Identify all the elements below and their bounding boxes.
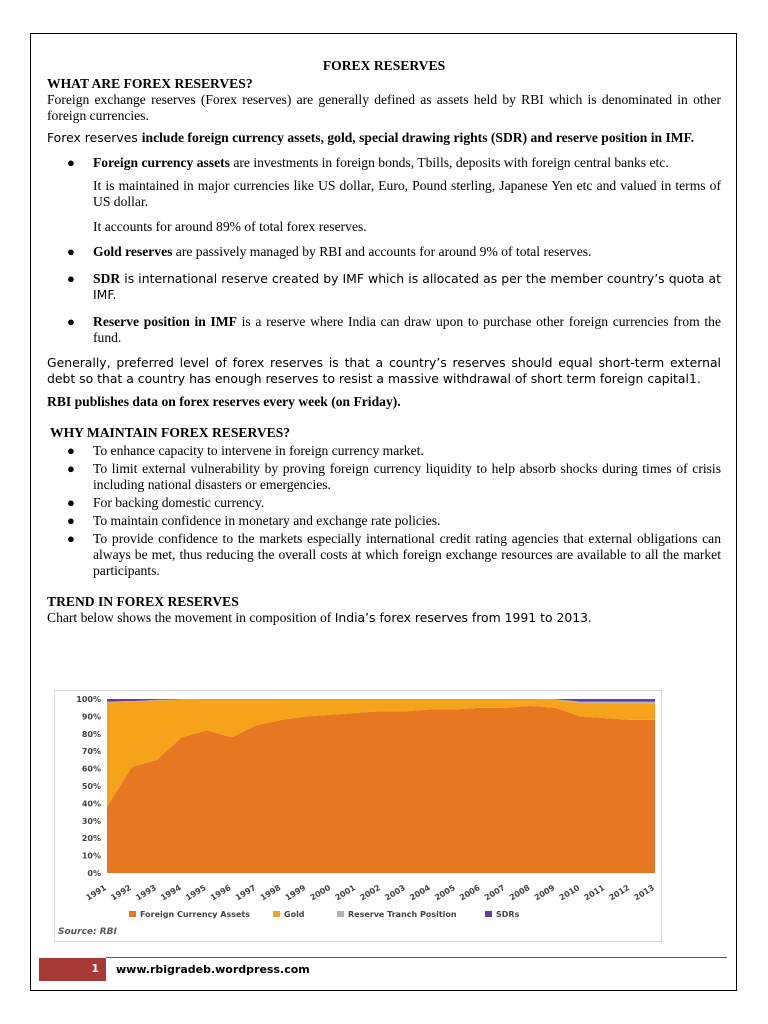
list-item — [47, 531, 721, 579]
x-tick-label: 2013 — [632, 883, 657, 903]
x-tick-label: 2001 — [333, 883, 358, 903]
item-text: To provide confidence to the markets especially international credit rating agencies that external obligations can always be met, thus reducing the overall costs at which foreign exchange resources are available to all the market participants. — [93, 531, 721, 578]
item-text: For backing domestic currency. — [93, 495, 265, 510]
item-text: is international reserve created by IMF which is allocated as per the member country’s quota at IMF. — [93, 271, 721, 302]
legend-swatch — [337, 911, 344, 917]
x-tick-label: 2003 — [383, 883, 407, 903]
y-tick-label: 30% — [81, 816, 101, 826]
y-tick-label: 70% — [81, 747, 101, 757]
y-tick-label: 80% — [81, 729, 101, 739]
y-tick-label: 10% — [81, 851, 101, 861]
bullet-icon: ● — [67, 314, 75, 329]
item-bold: Foreign currency assets — [93, 155, 230, 170]
bullet-icon: ● — [67, 155, 75, 170]
x-tick-label: 2005 — [433, 883, 457, 903]
x-tick-label: 2011 — [582, 883, 607, 903]
list-item — [47, 155, 721, 171]
page-number: 1 — [91, 962, 99, 975]
bullet-icon: ● — [67, 271, 75, 286]
bullet-icon: ● — [67, 495, 75, 510]
item-text: To maintain confidence in monetary and exchange rate policies. — [93, 513, 441, 528]
legend-swatch — [273, 911, 280, 917]
fca-sub-2: It accounts for around 89% of total forex reserves. — [93, 219, 367, 234]
bullet-icon: ● — [67, 513, 75, 528]
trend-paragraph — [47, 610, 721, 626]
x-tick-label: 1993 — [134, 883, 158, 903]
components-list — [47, 155, 721, 171]
list-item — [47, 244, 721, 260]
list-item — [47, 271, 721, 303]
item-text: are passively managed by RBI and accounts for around 9% of total reserves. — [172, 244, 592, 259]
x-tick-label: 1999 — [283, 883, 308, 903]
x-tick-label: 1994 — [159, 883, 183, 903]
item-text: are investments in foreign bonds, Tbills, deposits with foreign central banks etc. — [229, 155, 669, 170]
list-item — [47, 495, 721, 511]
item-text: is a reserve where India can draw upon to purchase other foreign currencies from the fund. — [93, 314, 721, 345]
x-tick-label: 2008 — [507, 883, 532, 903]
x-tick-label: 2000 — [308, 883, 333, 903]
x-tick-label: 1998 — [258, 883, 283, 903]
trend-text-a: Chart below shows the movement in composition of — [47, 610, 335, 625]
x-tick-label: 2009 — [532, 883, 557, 903]
y-tick-label: 40% — [81, 799, 101, 809]
bullet-icon: ● — [67, 461, 75, 476]
trend-heading: TREND IN FOREX RESERVES — [47, 594, 239, 609]
y-tick-label: 60% — [81, 764, 101, 774]
item-bold: Gold reserves — [93, 244, 173, 259]
bullet-icon: ● — [67, 244, 75, 259]
page-number-box — [39, 958, 106, 981]
x-tick-label: 2010 — [557, 883, 582, 903]
why-heading: WHY MAINTAIN FOREX RESERVES? — [50, 425, 291, 440]
include-bold: include foreign currency assets, gold, special drawing rights (SDR) and reserve position in IMF. — [141, 130, 695, 145]
chart-source: Source: RBI — [58, 927, 117, 937]
why-list — [47, 443, 721, 579]
legend-label: Reserve Tranch Position — [348, 910, 457, 919]
item-bold: SDR — [93, 271, 121, 286]
legend-label: Gold — [284, 910, 305, 919]
include-paragraph — [47, 130, 721, 146]
item-text: To limit external vulnerability by proving foreign currency liquidity to help absorb shocks during times of crisis including national disasters or emergencies. — [93, 461, 721, 492]
trend-text-c: . — [588, 610, 592, 625]
item-text: To enhance capacity to intervene in foreign currency market. — [93, 443, 424, 458]
x-tick-label: 1995 — [184, 883, 208, 903]
x-tick-label: 2012 — [607, 883, 632, 903]
bullet-icon: ● — [67, 531, 75, 546]
list-item — [47, 513, 721, 529]
list-item — [47, 314, 721, 346]
legend-swatch — [485, 911, 492, 917]
legend-label: Foreign Currency Assets — [140, 910, 251, 919]
y-tick-label: 20% — [81, 834, 101, 844]
components-list-2 — [47, 244, 721, 346]
legend-swatch — [129, 911, 136, 917]
fca-sub-1: It is maintained in major currencies like US dollar, Euro, Pound sterling, Japanese Yen etc and valued in terms of US dollar. — [93, 178, 721, 209]
bullet-icon: ● — [67, 443, 75, 458]
footer-rule — [106, 957, 727, 958]
rbi-publishes: RBI publishes data on forex reserves every week (on Friday). — [47, 394, 401, 409]
y-tick-label: 90% — [81, 712, 101, 722]
x-tick-label: 1997 — [233, 883, 258, 903]
generally-paragraph: Generally, preferred level of forex reserves is that a country’s reserves should equal short-term external debt so that a country has enough reserves to resist a massive withdrawal of short term foreign capital1. — [47, 355, 721, 386]
x-tick-label: 2007 — [482, 883, 507, 903]
item-bold: Reserve position in IMF — [93, 314, 237, 329]
footer-url[interactable]: www.rbigradeb.wordpress.com — [116, 963, 310, 976]
x-tick-label: 1992 — [109, 883, 133, 903]
document-body — [47, 58, 721, 626]
y-tick-label: 100% — [76, 695, 101, 704]
document-title: FOREX RESERVES — [322, 58, 446, 73]
include-lead: Forex reserves — [47, 130, 142, 145]
chart-svg — [55, 691, 661, 941]
list-item — [47, 461, 721, 493]
x-tick-label: 2002 — [358, 883, 383, 903]
what-heading: WHAT ARE FOREX RESERVES? — [47, 76, 253, 91]
legend-label: SDRs — [496, 910, 520, 919]
reserves-chart — [54, 690, 662, 942]
trend-text-b: India’s forex reserves from 1991 to 2013 — [334, 610, 589, 625]
x-tick-label: 2004 — [408, 883, 432, 903]
y-tick-label: 50% — [81, 782, 101, 791]
x-tick-label: 2006 — [458, 883, 482, 903]
y-tick-label: 0% — [87, 869, 101, 878]
intro-paragraph: Foreign exchange reserves (Forex reserves) are generally defined as assets held by RBI which is denominated in other foreign currencies. — [47, 92, 721, 123]
x-tick-label: 1996 — [208, 883, 233, 903]
x-tick-label: 1991 — [84, 883, 109, 903]
list-item — [47, 443, 721, 459]
